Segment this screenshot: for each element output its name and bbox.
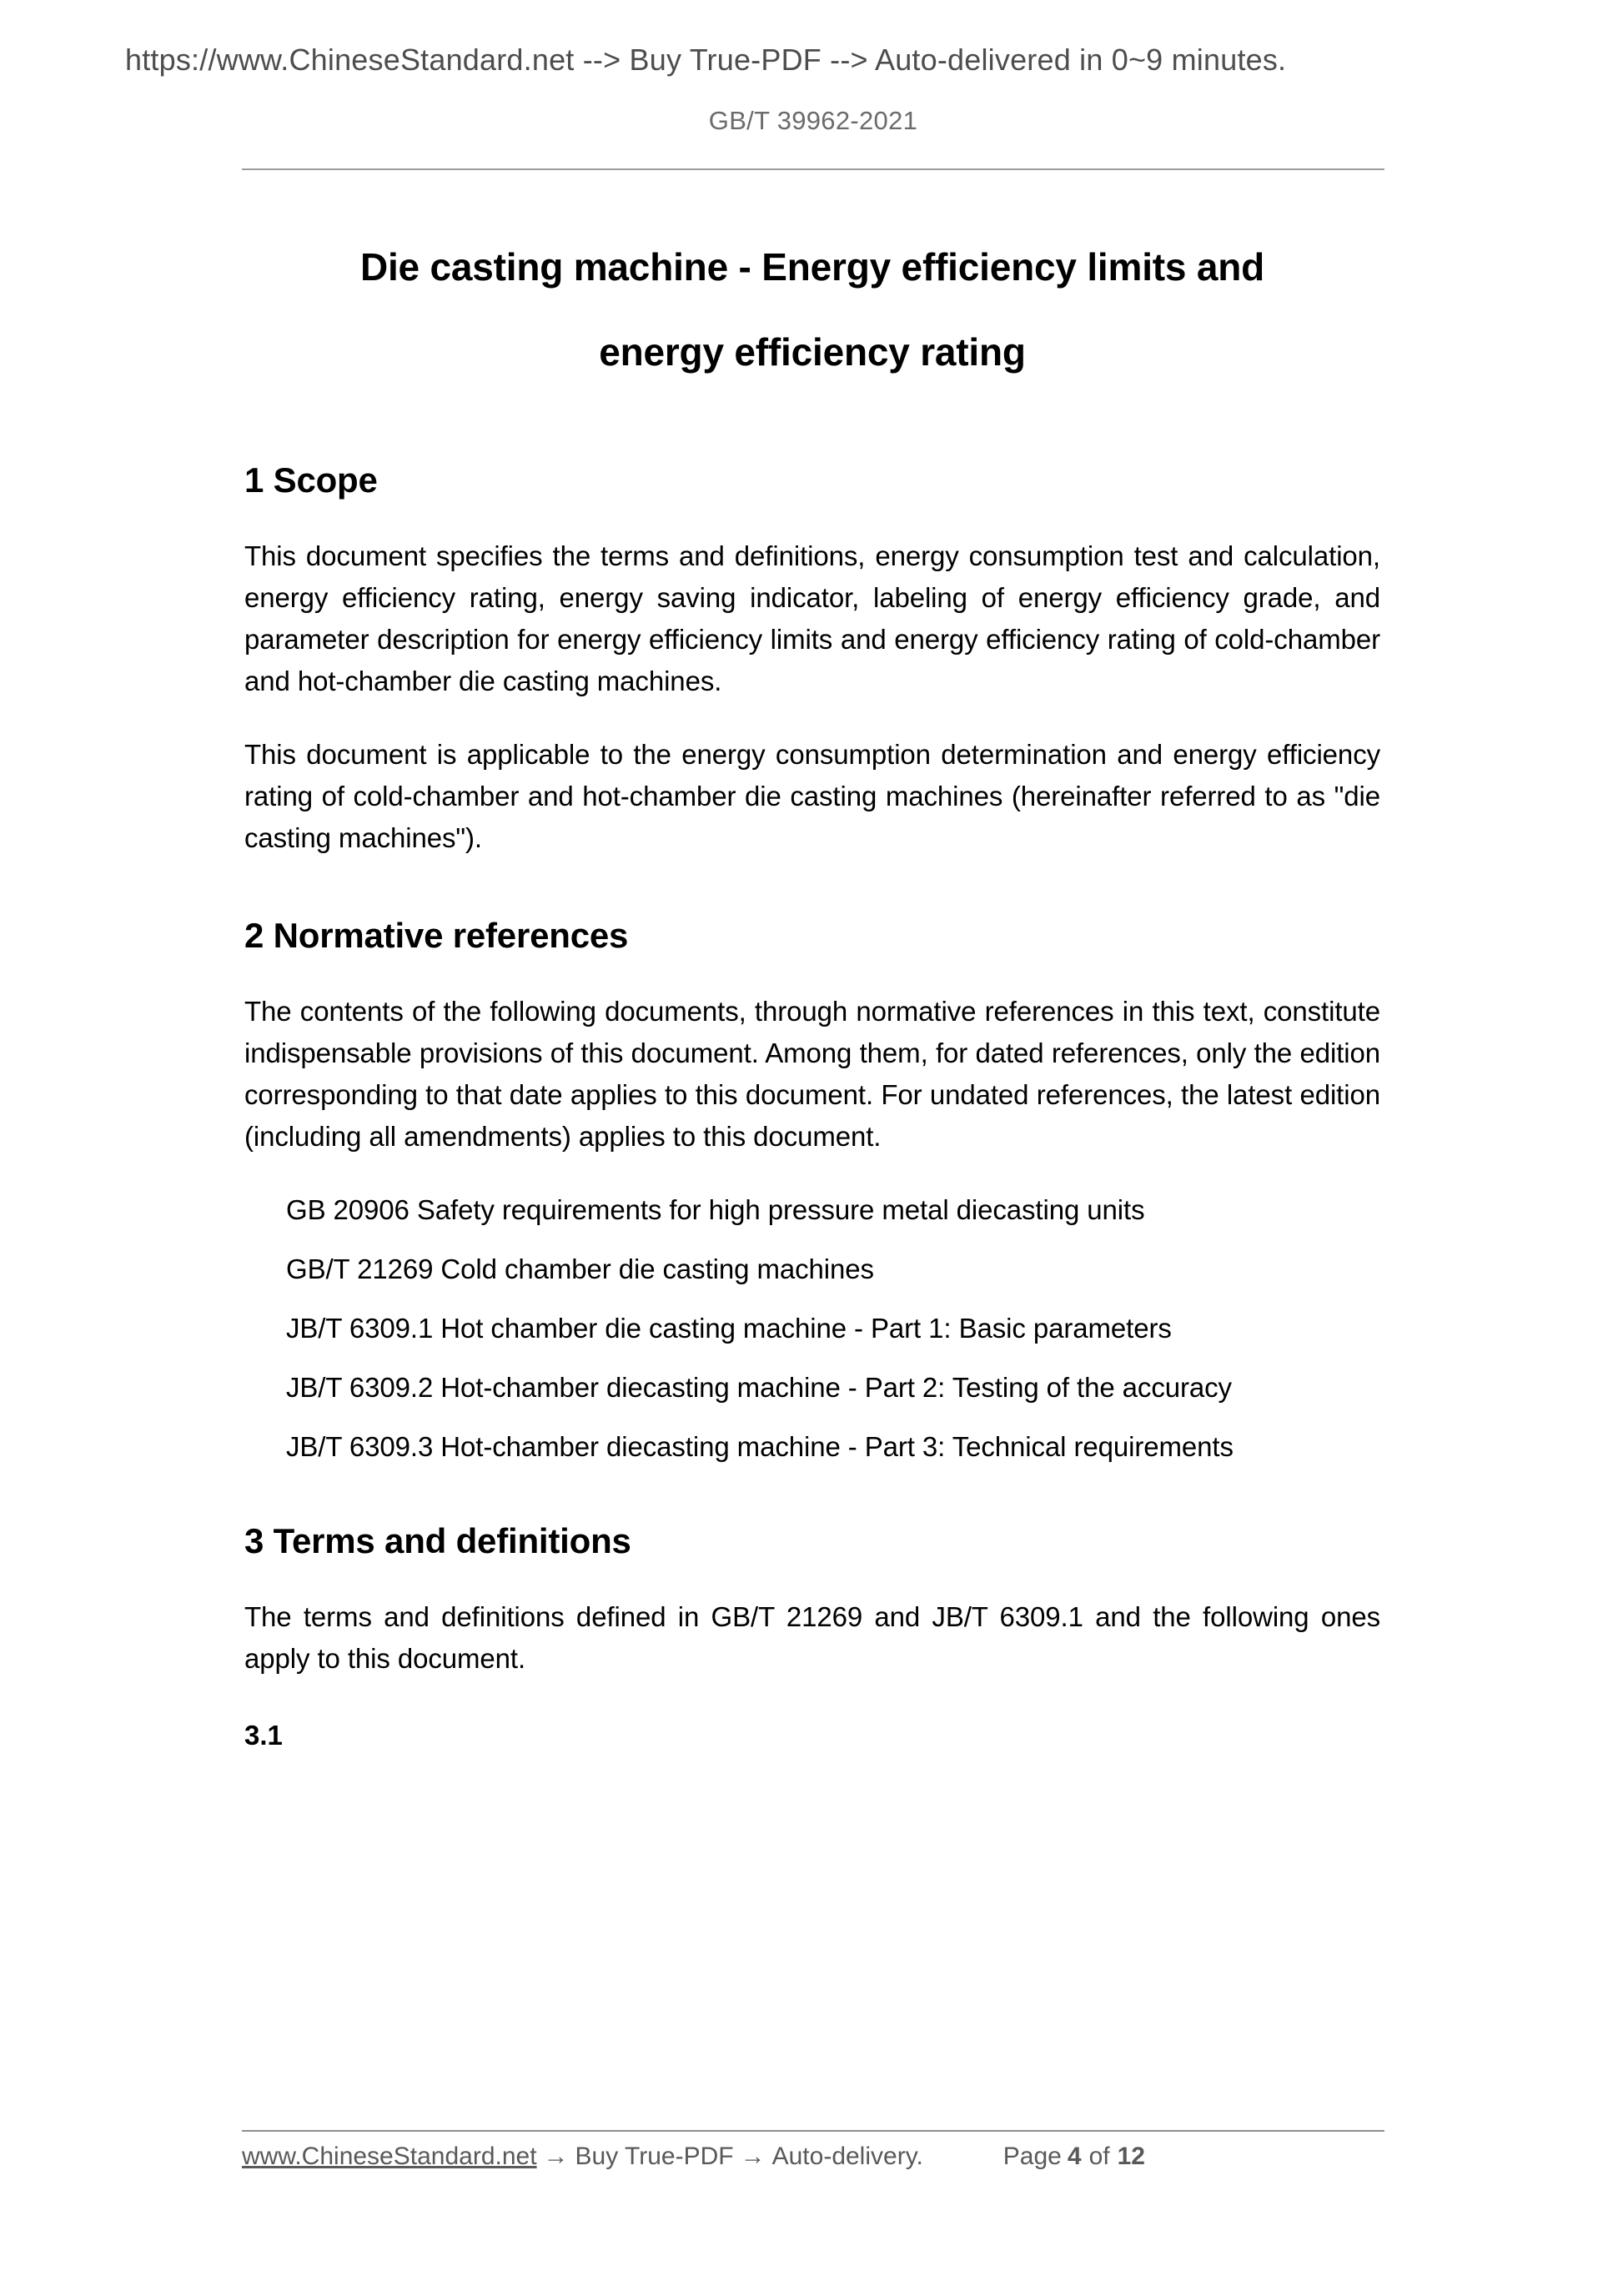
page-title-line-1: Die casting machine - Energy efficiency limits and: [359, 245, 1265, 289]
page-indicator: [1003, 2140, 1145, 2173]
current-page-number: 4: [1067, 2143, 1082, 2170]
section-heading-scope: 1 Scope: [244, 460, 378, 500]
page-of-label: of: [1088, 2143, 1110, 2170]
reference-item: JB/T 6309.2 Hot-chamber diecasting machine - Part 2: Testing of the accuracy: [286, 1372, 1232, 1403]
page-footer: [242, 2140, 1384, 2173]
normative-references-paragraph-1: The contents of the following documents, through normative references in this text, constitute indispensable provisions of this document. Among them, for dated references, only the edition corresponding to that date applies to this document. For undated references, the latest edition (including all amendments) applies to this document.: [244, 996, 1380, 1152]
promo-header-text: https://www.ChineseStandard.net --> Buy True-PDF --> Auto-delivered in 0~9 minutes.: [125, 43, 1287, 77]
reference-item: GB/T 21269 Cold chamber die casting machines: [286, 1254, 874, 1284]
footer-promo: [242, 2140, 923, 2173]
page-title: [244, 234, 1380, 385]
reference-item: GB 20906 Safety requirements for high pressure metal diecasting units: [286, 1194, 1145, 1225]
footer-divider: [242, 2130, 1384, 2132]
footer-buy-label: Buy True-PDF: [575, 2143, 734, 2170]
standard-number-header: GB/T 39962-2021: [708, 106, 918, 135]
scope-paragraph-2: This document is applicable to the energy consumption determination and energy efficiency rating of cold-chamber and hot-chamber die casting machines (hereinafter referred to as "die casting machines").: [244, 739, 1380, 853]
scope-paragraph-1: This document specifies the terms and definitions, energy consumption test and calculation, energy efficiency rating, energy saving indicator, labeling of energy efficiency grade, and parameter description for energy efficiency limits and energy efficiency rating of cold-chamber and hot-chamber die casting machines.: [244, 540, 1380, 696]
page-title-line-2: energy efficiency rating: [599, 330, 1026, 374]
page-label: Page: [1002, 2143, 1062, 2170]
footer-site-link[interactable]: www.ChineseStandard.net: [242, 2143, 537, 2170]
clause-number-3-1: 3.1: [244, 1720, 283, 1751]
header-divider: [242, 168, 1384, 170]
section-heading-terms-and-definitions: 3 Terms and definitions: [244, 1521, 631, 1560]
document-content: [244, 234, 1380, 1756]
footer-delivery-label: Auto-delivery.: [771, 2143, 923, 2170]
section-heading-normative-references: 2 Normative references: [244, 916, 629, 955]
terms-paragraph-1: The terms and definitions defined in GB/T 21269 and JB/T 6309.1 and the following ones apply to this document.: [244, 1601, 1380, 1674]
reference-item: JB/T 6309.3 Hot-chamber diecasting machine - Part 3: Technical requirements: [286, 1431, 1234, 1462]
arrow-right-icon: →: [740, 2143, 766, 2170]
arrow-right-icon: →: [543, 2143, 569, 2170]
reference-item: JB/T 6309.1 Hot chamber die casting machine - Part 1: Basic parameters: [286, 1313, 1172, 1344]
total-page-count: 12: [1117, 2143, 1145, 2170]
